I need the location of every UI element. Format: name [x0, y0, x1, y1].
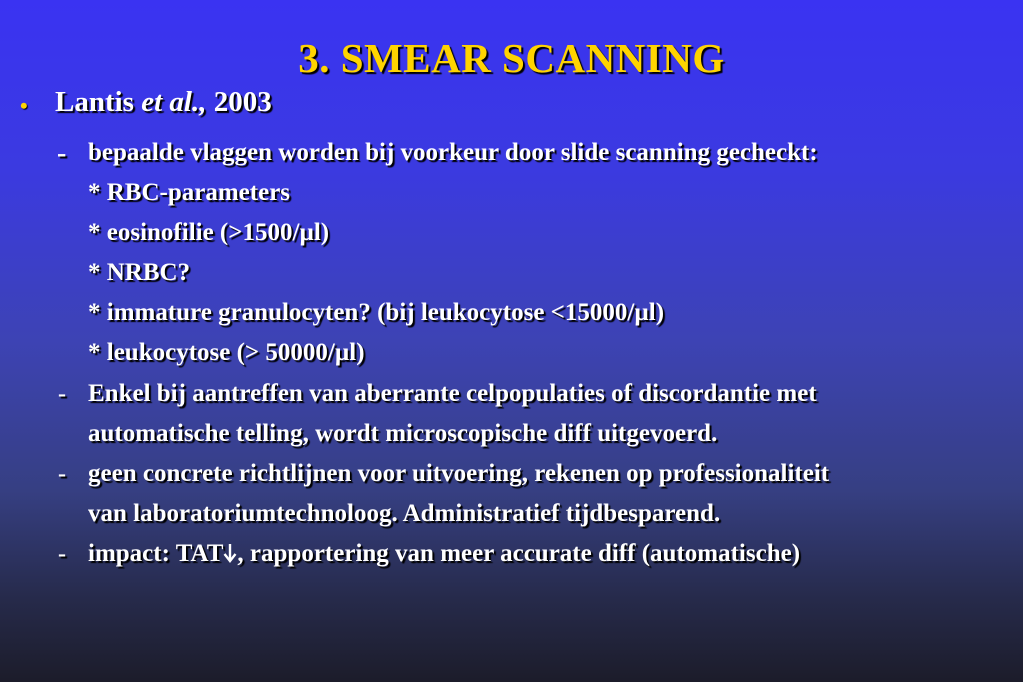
flag-item: * immature granulocyten? (bij leukocytose <15000/µl) — [88, 299, 665, 326]
subitem-text-continued: van laboratoriumtechnoloog. Administratief tijdbesparend. — [88, 500, 721, 527]
dash-marker: - — [57, 138, 67, 169]
down-arrow-icon — [223, 540, 237, 568]
impact-rest: , rapportering van meer accurate diff (automatische) — [237, 540, 801, 567]
dash-marker: - — [58, 381, 66, 407]
bullet-dot-icon: • — [20, 93, 28, 118]
subitem-text — [88, 540, 800, 568]
flag-item: * leukocytose (> 50000/µl) — [88, 339, 365, 366]
slide-title: 3. SMEAR SCANNING — [298, 35, 725, 81]
et-al: et al., — [141, 86, 207, 118]
author-name: Lantis — [55, 86, 142, 118]
dash-marker: - — [58, 541, 66, 567]
flag-item: * NRBC? — [88, 259, 191, 286]
dash-marker: - — [58, 461, 66, 487]
main-bullet — [55, 86, 272, 119]
flag-item: * eosinofilie (>1500/µl) — [88, 219, 330, 246]
subitem-text: Enkel bij aantreffen van aberrante celpopulaties of discordantie met — [88, 380, 817, 407]
year: 2003 — [206, 86, 272, 118]
impact-label: impact: TAT — [88, 540, 224, 567]
subitem-text: geen concrete richtlijnen voor uitvoering, rekenen op professionaliteit — [88, 460, 830, 487]
subitem-text: bepaalde vlaggen worden bij voorkeur door slide scanning gecheckt: — [88, 139, 818, 166]
subitem-text-continued: automatische telling, wordt microscopische diff uitgevoerd. — [88, 420, 718, 447]
flag-item: * RBC-parameters — [88, 179, 291, 206]
